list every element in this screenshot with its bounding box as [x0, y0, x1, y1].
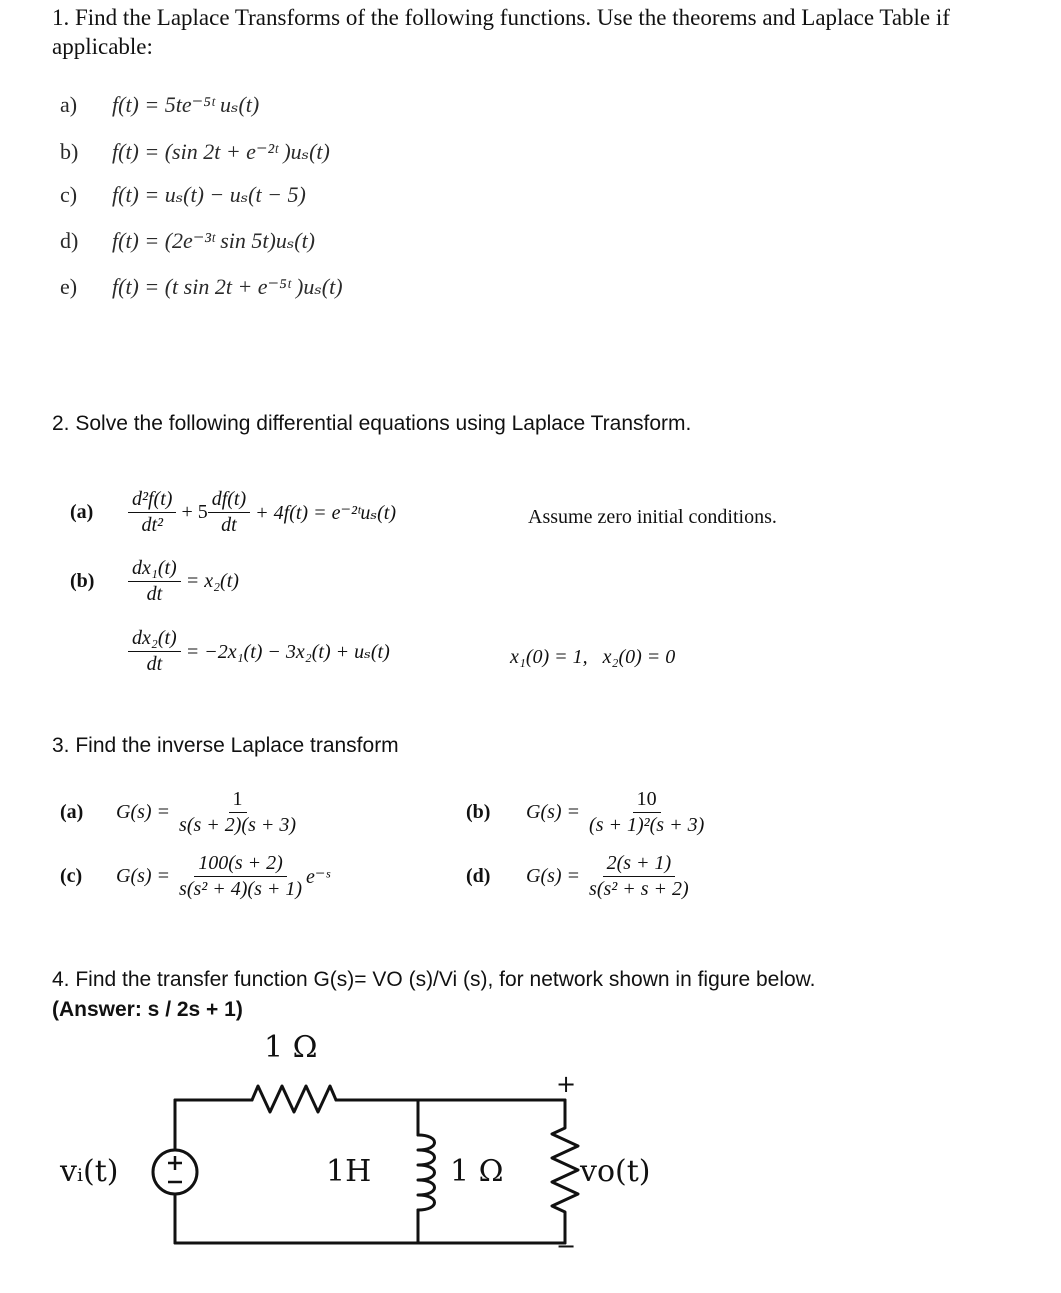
q3c-lhs: G(s) = [116, 865, 171, 887]
q3d-lhs: G(s) = [526, 865, 581, 887]
frac-den: dt² [141, 514, 163, 536]
q3b-lhs: G(s) = [526, 801, 581, 823]
q2a-note: Assume zero initial conditions. [528, 506, 777, 528]
item-expr: f(t) = 5te⁻⁵ᵗ uₛ(t) [112, 92, 260, 117]
frac-den: s(s² + s + 2) [589, 878, 689, 900]
q2a-rest: + 4f(t) = e⁻²ᵗuₛ(t) [255, 502, 396, 524]
frac-num: dx₁(t) [128, 557, 181, 582]
item-label: e) [60, 274, 78, 299]
frac-num: 10 [633, 788, 661, 813]
item-expr: f(t) = (sin 2t + e⁻²ᵗ )uₛ(t) [112, 139, 330, 164]
q3a-lhs: G(s) = [116, 801, 171, 823]
frac-den: s(s + 2)(s + 3) [179, 814, 297, 836]
frac-num: df(t) [208, 488, 250, 513]
output-voltage-label: vo(t) [580, 1154, 651, 1189]
q1-line1: 1. Find the Laplace Transforms of the following functions. Use the theorems and Laplace Table if [52, 5, 950, 30]
inductor-coil [418, 1135, 435, 1210]
q3-title: 3. Find the inverse Laplace transform [52, 734, 399, 757]
q3a-label: (a) [60, 801, 84, 823]
frac-den: dt [146, 583, 163, 605]
output-plus-sign: + [556, 1070, 577, 1098]
frac-den: dt [146, 653, 163, 675]
resistor-1-zigzag [252, 1086, 336, 1112]
resistor-1-label: 1 Ω [264, 1030, 318, 1065]
frac-den: dt [221, 514, 237, 536]
item-expr: f(t) = uₛ(t) − uₛ(t − 5) [112, 182, 306, 207]
frac-num: d²f(t) [128, 488, 176, 513]
q4-answer: (Answer: s / 2s + 1) [52, 998, 243, 1021]
q2a-label: (a) [70, 501, 94, 523]
q1-line2: applicable: [52, 34, 153, 59]
item-label: a) [60, 92, 78, 117]
q2-title: 2. Solve the following differential equations using Laplace Transform. [52, 412, 692, 435]
frac-num: 100(s + 2) [194, 852, 287, 877]
inductor-label: 1H [326, 1154, 372, 1189]
q2b-rhs2: = −2x₁(t) − 3x₂(t) + uₛ(t) [185, 641, 390, 663]
frac-den: s(s² + 4)(s + 1) [179, 878, 303, 900]
resistor-2-zigzag [552, 1100, 578, 1243]
resistor-2-label: 1 Ω [450, 1154, 504, 1189]
plus-five: + 5 [181, 501, 208, 523]
q3b-label: (b) [466, 801, 491, 823]
q3c-exponential: e⁻ˢ [306, 866, 330, 888]
frac-den: (s + 1)²(s + 3) [589, 814, 705, 836]
item-expr: f(t) = (2e⁻³ᵗ sin 5t)uₛ(t) [112, 228, 316, 253]
item-label: c) [60, 182, 78, 207]
frac-num: 1 [229, 788, 247, 813]
q3c-label: (c) [60, 865, 83, 887]
source-label: vᵢ(t) [60, 1154, 119, 1189]
q2b-rhs1: = x₂(t) [185, 570, 239, 592]
output-minus-sign: − [556, 1232, 577, 1260]
item-label: d) [60, 228, 79, 253]
q2b-label: (b) [70, 570, 95, 592]
frac-num: 2(s + 1) [603, 852, 676, 877]
item-expr: f(t) = (t sin 2t + e⁻⁵ᵗ )uₛ(t) [112, 274, 343, 299]
item-label: b) [60, 139, 79, 164]
q2b-initial-conditions: x₁(0) = 1, x₂(0) = 0 [510, 646, 676, 668]
q4-title: 4. Find the transfer function G(s)= VO (s)/Vi (s), for network shown in figure below. [52, 968, 816, 991]
q3d-label: (d) [466, 865, 491, 887]
frac-num: dx₂(t) [128, 627, 181, 652]
